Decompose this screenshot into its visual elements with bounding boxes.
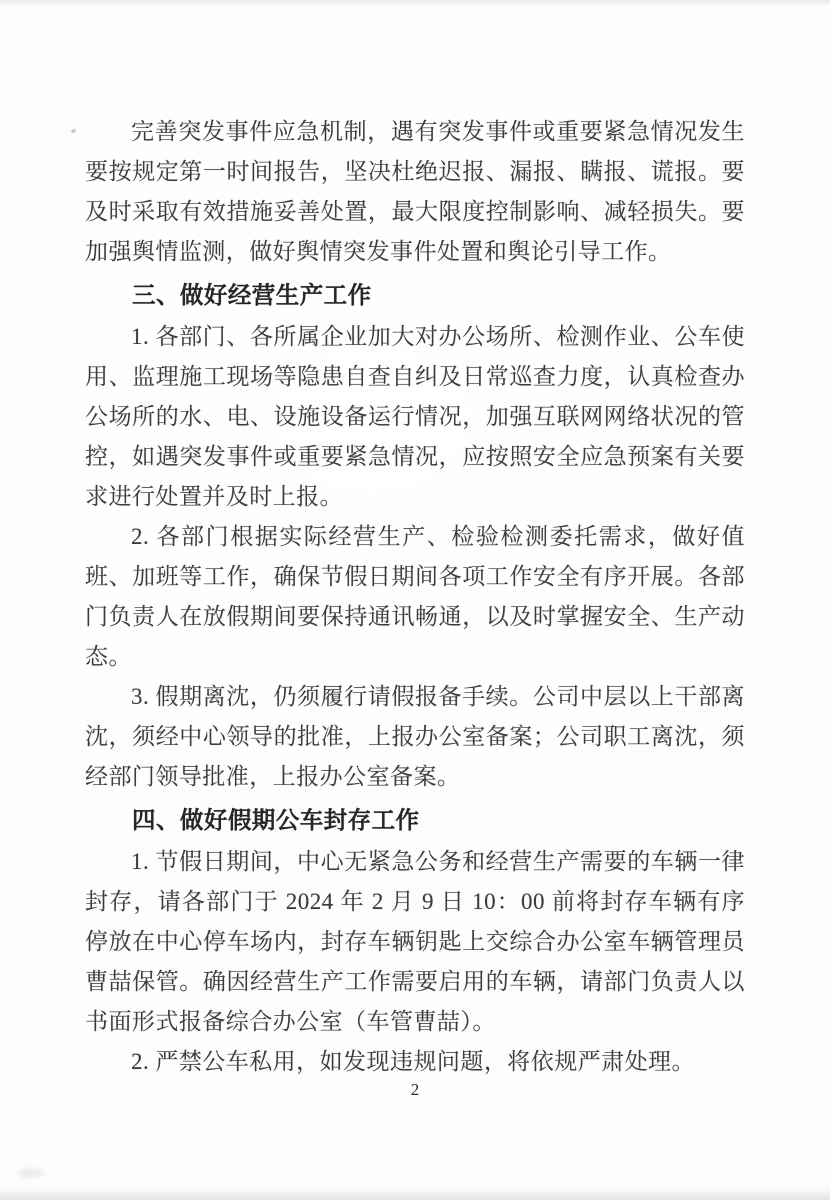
scan-smudge <box>18 1168 44 1178</box>
section-heading-4-vehicle-sealing: 四、做好假期公车封存工作 <box>132 807 420 833</box>
paragraph-4-2-no-private-use: 2. 严禁公车私用，如发现违规问题，将依规严肃处理。 <box>131 1049 695 1074</box>
paragraph-emergency-mechanism: 完善突发事件应急机制，遇有突发事件或重要紧急情况发生要按规定第一时间报告，坚决杜绝迟报、漏报、瞒报、谎报。要及时采取有效措施妥善处置，最大限度控制影响、减轻损失。要加强舆情监测，做好舆情突发事件处置和舆论引导工作。 <box>85 119 745 264</box>
paragraph-3-2-duty-shifts: 2. 各部门根据实际经营生产、检验检测委托需求，做好值班、加班等工作，确保节假日期间各项工作安全有序开展。各部门负责人在放假期间要保持通讯畅通，以及时掌握安全、生产动态。 <box>85 524 745 669</box>
scan-edge-top <box>0 0 830 5</box>
document-body <box>85 112 745 1082</box>
paragraph-4-1-vehicle-sealing: 1. 节假日期间，中心无紧急公务和经营生产需要的车辆一律封存，请各部门于 2024 年 2 月 9 日 10：00 前将封存车辆有序停放在中心停车场内，封存车辆钥匙上交综合办公室车辆管理员曹喆保管。确因经营生产工作需要启用的车辆，请部门负责人以书面形式报备综合办公室（车管曹喆）。 <box>85 849 745 1034</box>
paragraph-3-3-leave-reporting: 3. 假期离沈，仍须履行请假报备手续。公司中层以上干部离沈，须经中心领导的批准，上报办公室备案；公司职工离沈，须经部门领导批准，上报办公室备案。 <box>85 684 745 789</box>
paragraph-3-1-inspection: 1. 各部门、各所属企业加大对办公场所、检测作业、公车使用、监理施工现场等隐患自查自纠及日常巡查力度，认真检查办公场所的水、电、设施设备运行情况，加强互联网网络状况的管控，如遇突发事件或重要紧急情况，应按照安全应急预案有关要求进行处置并及时上报。 <box>85 324 745 509</box>
scan-edge-bottom <box>0 1191 830 1200</box>
section-heading-3-operations: 三、做好经营生产工作 <box>132 282 372 308</box>
page-number: 2 <box>410 1080 420 1099</box>
scan-speck <box>70 128 76 133</box>
